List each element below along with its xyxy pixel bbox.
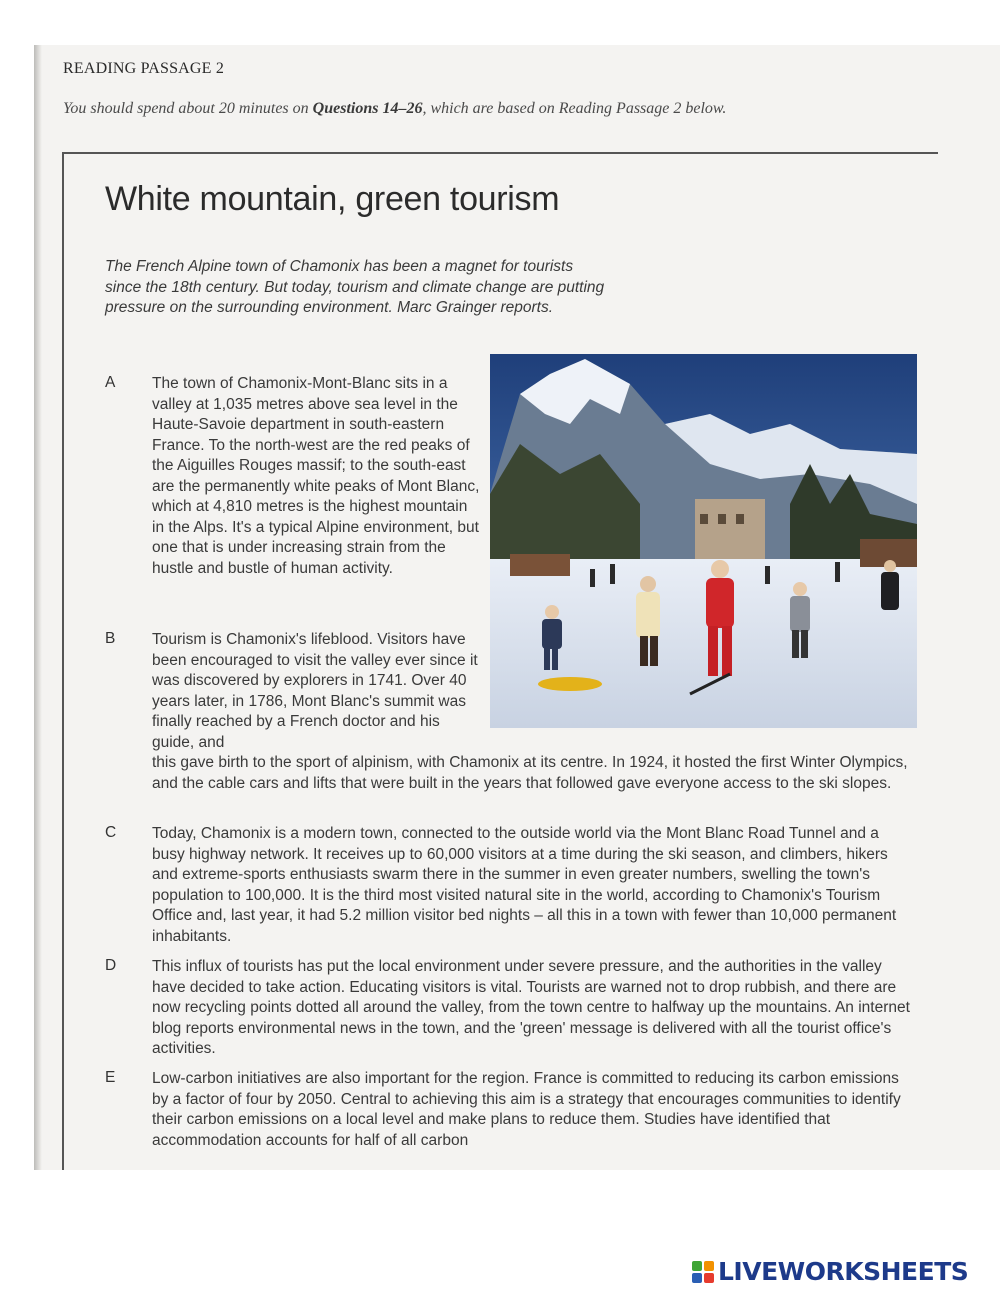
liveworksheets-logo-text: LIVEWORKSHEETS: [718, 1257, 969, 1286]
liveworksheets-logo-icon: [692, 1261, 714, 1283]
paragraph-e-text: Low-carbon initiatives are also important for the region. France is committed to reducing its carbon emissions by a factor of four by 2050. Central to achieving this aim is a strategy that encourages communities to identify their carbon emissions on a local level and make plans to reduce them. Studies have identified that accommodation accounts for half of all carbon: [152, 1070, 901, 1149]
liveworksheets-logo: [692, 1257, 968, 1286]
paragraph-letter-a: A: [105, 374, 116, 391]
paragraph-letter-b: B: [105, 630, 116, 647]
paragraph-c-text: Today, Chamonix is a modern town, connected to the outside world via the Mont Blanc Road Tunnel and a busy highway network. It receives up to 60,000 visitors at a time during the ski season, and climbers, hikers and extreme-sports enthusiasts swarm there in the summer in even greater numbers, swelling the town's population to 100,000. It is the third most visited natural site in the world, according to Chamonix's Tourism Office and, last year, it had 5.2 million visitor bed nights – all this in a town with fewer than 10,000 permanent inhabitants.: [152, 825, 897, 945]
box-top-rule: [62, 152, 938, 154]
chamonix-ski-photo: [490, 354, 917, 728]
page-spine-shadow: [34, 45, 42, 1170]
instruction-text: You should spend about 20 minutes on Questions 14–26, which are based on Reading Passage 2 below.: [63, 100, 727, 117]
box-left-rule: [62, 152, 64, 1170]
paragraph-letter-e: E: [105, 1069, 116, 1086]
paragraph-b-text-wide: this gave birth to the sport of alpinism, with Chamonix at its centre. In 1924, it hosted the first Winter Olympics, and the cable cars and lifts that were built in the years that followed gave everyone access to the ski slopes.: [152, 754, 908, 792]
article-standfirst: The French Alpine town of Chamonix has been a magnet for tourists since the 18th century. But today, tourism and climate change are putting pressure on the surrounding environment. Marc Grainger reports.: [105, 258, 605, 316]
section-label: READING PASSAGE 2: [63, 60, 225, 77]
paragraph-letter-d: D: [105, 957, 117, 974]
paragraph-a-text: The town of Chamonix-Mont-Blanc sits in a valley at 1,035 metres above sea level in the Haute-Savoie department in south-eastern France. To the north-west are the red peaks of the Aiguilles Rouges massif; to the south-east are the permanently white peaks of Mont Blanc, which at 4,810 metres is the highest mountain in the Alps. It's a typical Alpine environment, but one that is under increasing strain from the hustle and bustle of human activity.: [152, 375, 480, 577]
paragraph-d-text: This influx of tourists has put the local environment under severe pressure, and the authorities in the valley have decided to take action. Educating visitors is vital. Tourists are warned not to drop rubbish, and there are now recycling points dotted all around the valley, from the town centre to halfway up the mountains. An internet blog reports environmental news in the town, and the 'green' message is delivered with all the tourist office's activities.: [152, 958, 910, 1057]
paragraph-b-text-narrow: Tourism is Chamonix's lifeblood. Visitors have been encouraged to visit the valley ever since it was discovered by explorers in 1741. Over 40 years later, in 1786, Mont Blanc's summit was finally reached by a French doctor and his guide, and: [152, 631, 478, 751]
article-title: White mountain, green tourism: [105, 180, 560, 218]
paragraph-letter-c: C: [105, 824, 117, 841]
